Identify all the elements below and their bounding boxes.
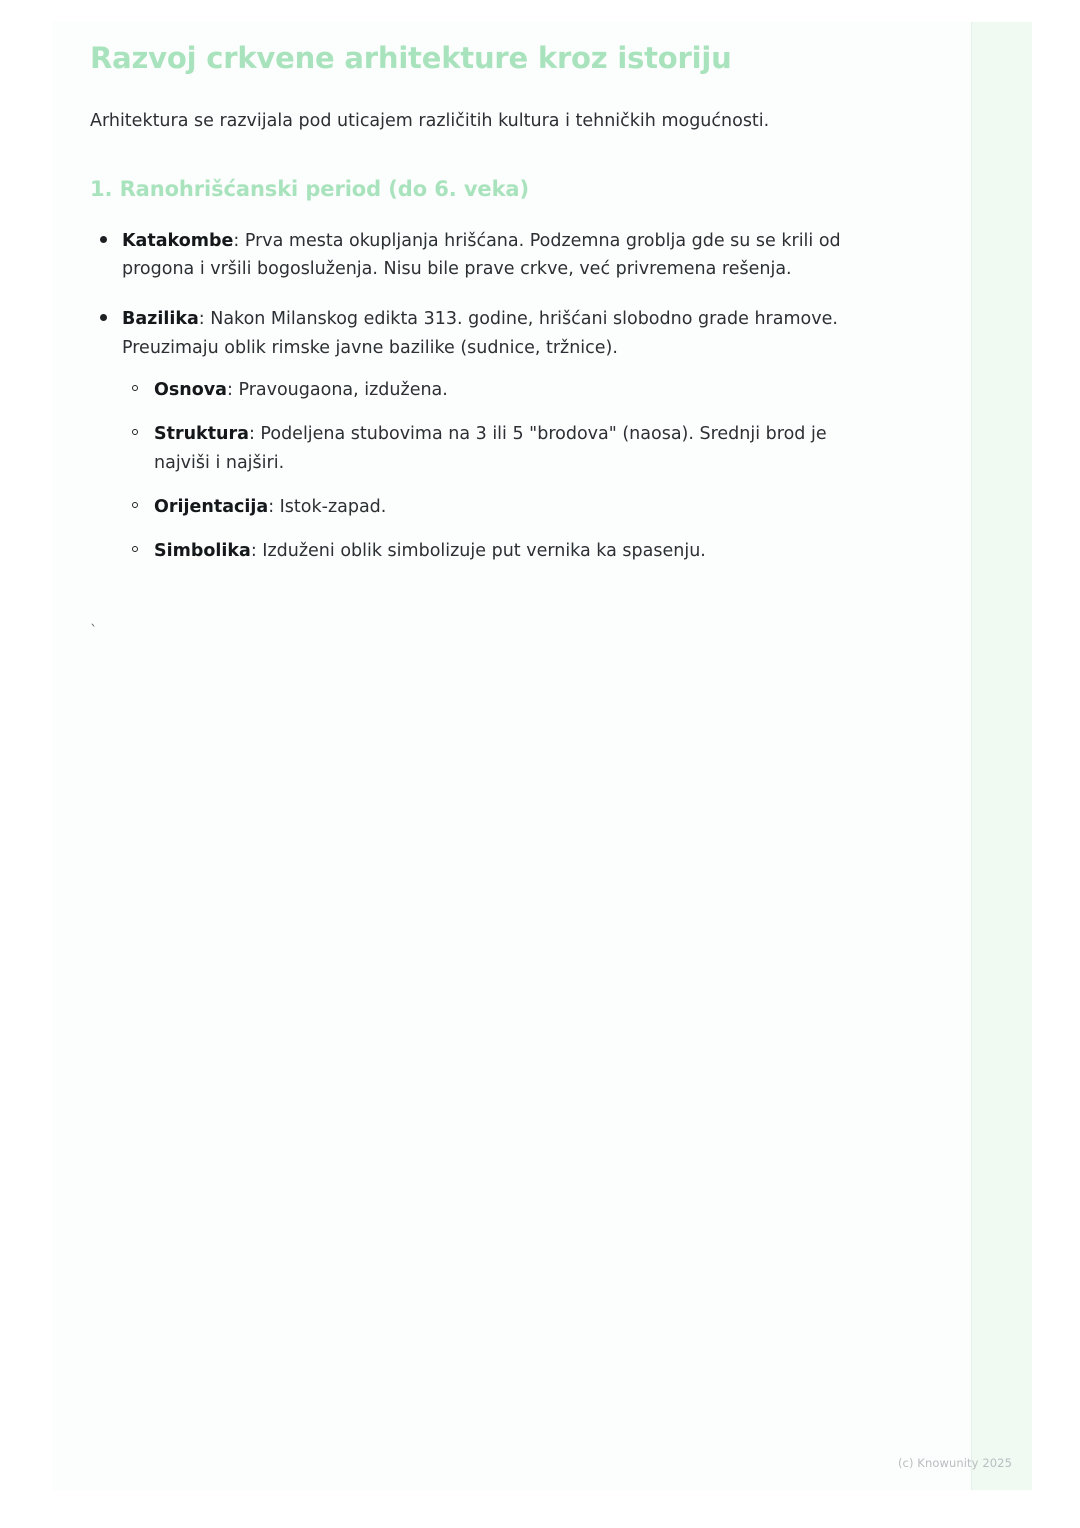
- sub-bullet-list: [122, 376, 850, 566]
- list-item-text: [122, 227, 850, 284]
- list-item-body: : Nakon Milanskog edikta 313. godine, hrišćani slobodno grade hramove. Preuzimaju oblik rimske javne bazilike (sudnice, tržnice).: [122, 309, 838, 358]
- list-item-body: : Pravougaona, izdužena.: [227, 379, 448, 400]
- list-item: [122, 537, 850, 565]
- list-item-term: Orijentacija: [154, 496, 269, 517]
- list-item-term: Struktura: [154, 424, 249, 445]
- page-right-margin-band: [972, 22, 1032, 1490]
- list-item-term: Simbolika: [154, 541, 251, 562]
- list-item-text: [122, 305, 850, 362]
- bullet-circle-icon: [132, 429, 138, 435]
- intro-paragraph: Arhitektura se razvijala pod uticajem različitih kultura i tehničkih mogućnosti.: [90, 111, 770, 132]
- list-item-term: Katakombe: [122, 230, 234, 251]
- list-item: [122, 420, 850, 477]
- list-item: [122, 493, 850, 521]
- list-item-text: [154, 537, 850, 565]
- stray-backtick-mark: `: [90, 622, 98, 640]
- list-item-body: : Izduženi oblik simbolizuje put vernika ka spasenju.: [250, 541, 706, 562]
- bullet-disc-icon: [100, 236, 107, 243]
- list-item-term: Osnova: [154, 379, 227, 400]
- page-title: Razvoj crkvene arhitekture kroz istoriju: [90, 41, 732, 75]
- document-content: [90, 40, 850, 588]
- list-item-body: : Prva mesta okupljanja hrišćana. Podzemna groblja gde su se krili od progona i vršili bogosluženja. Nisu bile prave crkve, već privremena rešenja.: [122, 230, 841, 279]
- list-item-body: : Podeljena stubovima na 3 ili 5 "brodova" (naosa). Srednji brod je najviši i najširi.: [154, 424, 827, 473]
- list-item: [122, 376, 850, 404]
- list-item-text: [154, 493, 850, 521]
- bullet-disc-icon: [100, 314, 107, 321]
- bullet-circle-icon: [132, 502, 138, 508]
- list-item: [90, 305, 850, 565]
- bullet-circle-icon: [132, 385, 138, 391]
- list-item-body: : Istok-zapad.: [268, 496, 387, 517]
- list-item-text: [154, 376, 850, 404]
- list-item-text: [154, 420, 850, 477]
- section-heading-1: 1. Ranohrišćanski period (do 6. veka): [90, 176, 530, 201]
- bullet-list: [90, 227, 850, 566]
- list-item-term: Bazilika: [122, 309, 199, 330]
- bullet-circle-icon: [132, 546, 138, 552]
- footer-credit: (c) Knowunity 2025: [897, 1456, 1012, 1470]
- list-item: [90, 227, 850, 284]
